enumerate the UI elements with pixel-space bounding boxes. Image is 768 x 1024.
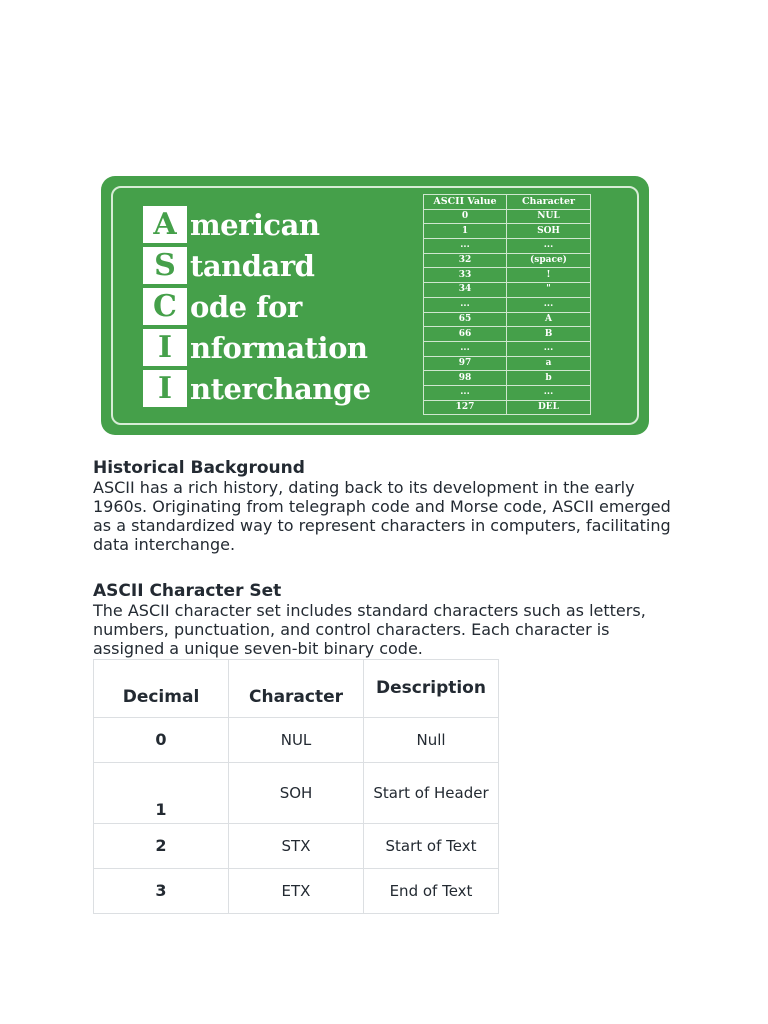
acronym-row bbox=[143, 286, 371, 327]
history-paragraph: ASCII has a rich history, dating back to its development in the early 1960s. Originating from telegraph code and Morse code, ASCII emerged as a standardized way to represent characters in computers, facilitating data interchange. bbox=[93, 478, 671, 554]
banner-table-row bbox=[424, 209, 591, 224]
banner-cell-value: 34 bbox=[424, 283, 507, 298]
header-decimal: Decimal bbox=[94, 660, 229, 718]
banner-cell-value: ... bbox=[424, 297, 507, 312]
banner-cell-character: ! bbox=[507, 268, 591, 283]
acronym-word: nformation bbox=[190, 330, 368, 365]
banner-cell-character: ... bbox=[507, 297, 591, 312]
banner-cell-value: ... bbox=[424, 341, 507, 356]
cell-character: NUL bbox=[229, 718, 364, 763]
table-row bbox=[94, 824, 499, 869]
header-description: Description bbox=[364, 660, 499, 718]
acronym-word: nterchange bbox=[190, 371, 371, 406]
banner-cell-character: B bbox=[507, 327, 591, 342]
banner-cell-character: NUL bbox=[507, 209, 591, 224]
cell-decimal: 2 bbox=[94, 824, 229, 869]
banner-table-row bbox=[424, 400, 591, 415]
banner-cell-character: a bbox=[507, 356, 591, 371]
banner-cell-value: 33 bbox=[424, 268, 507, 283]
banner-cell-character: DEL bbox=[507, 400, 591, 415]
acronym-letter: I bbox=[143, 370, 187, 407]
cell-character: STX bbox=[229, 824, 364, 869]
banner-table-row bbox=[424, 356, 591, 371]
banner-cell-value: 0 bbox=[424, 209, 507, 224]
banner-table-row bbox=[424, 283, 591, 298]
ascii-table bbox=[93, 659, 499, 914]
banner-table-row bbox=[424, 253, 591, 268]
banner-cell-character: ... bbox=[507, 385, 591, 400]
banner-cell-value: 98 bbox=[424, 371, 507, 386]
banner-table-row bbox=[424, 268, 591, 283]
ascii-banner-image bbox=[101, 176, 649, 435]
charset-heading: ASCII Character Set bbox=[93, 581, 282, 601]
banner-cell-value: 1 bbox=[424, 224, 507, 239]
acronym-letter: S bbox=[143, 247, 187, 284]
cell-description: Start of Header bbox=[364, 763, 499, 824]
acronym-list bbox=[143, 204, 371, 409]
acronym-row bbox=[143, 245, 371, 286]
cell-description: Start of Text bbox=[364, 824, 499, 869]
cell-description: Null bbox=[364, 718, 499, 763]
banner-table-body bbox=[424, 209, 591, 415]
banner-table-header-row bbox=[424, 195, 591, 210]
banner-cell-character: A bbox=[507, 312, 591, 327]
banner-cell-character: " bbox=[507, 283, 591, 298]
banner-cell-value: 66 bbox=[424, 327, 507, 342]
banner-ascii-table bbox=[423, 194, 591, 415]
banner-cell-value: ... bbox=[424, 385, 507, 400]
banner-table-row bbox=[424, 341, 591, 356]
banner-cell-character: b bbox=[507, 371, 591, 386]
banner-cell-value: 65 bbox=[424, 312, 507, 327]
cell-decimal: 3 bbox=[94, 869, 229, 914]
table-row bbox=[94, 763, 499, 824]
acronym-word: ode for bbox=[190, 289, 302, 324]
cell-decimal: 1 bbox=[94, 763, 229, 824]
acronym-letter: C bbox=[143, 288, 187, 325]
banner-cell-character: (space) bbox=[507, 253, 591, 268]
banner-table-row bbox=[424, 371, 591, 386]
table-row bbox=[94, 869, 499, 914]
banner-table-row bbox=[424, 224, 591, 239]
banner-cell-character: SOH bbox=[507, 224, 591, 239]
acronym-row bbox=[143, 204, 371, 245]
banner-table-row bbox=[424, 312, 591, 327]
history-heading: Historical Background bbox=[93, 458, 305, 478]
banner-cell-value: 32 bbox=[424, 253, 507, 268]
banner-cell-value: ... bbox=[424, 239, 507, 254]
banner-table-row bbox=[424, 385, 591, 400]
table-row bbox=[94, 718, 499, 763]
acronym-letter: A bbox=[143, 206, 187, 243]
banner-cell-value: 97 bbox=[424, 356, 507, 371]
cell-character: ETX bbox=[229, 869, 364, 914]
header-character: Character bbox=[229, 660, 364, 718]
cell-decimal: 0 bbox=[94, 718, 229, 763]
cell-description: End of Text bbox=[364, 869, 499, 914]
banner-table-header: Character bbox=[507, 195, 591, 210]
banner-cell-value: 127 bbox=[424, 400, 507, 415]
charset-section bbox=[93, 581, 683, 658]
banner-table-row bbox=[424, 297, 591, 312]
banner-table-row bbox=[424, 239, 591, 254]
cell-character: SOH bbox=[229, 763, 364, 824]
history-section bbox=[93, 458, 683, 554]
table-header-row bbox=[94, 660, 499, 718]
charset-paragraph: The ASCII character set includes standard characters such as letters, numbers, punctuation, and control characters. Each character is assigned a unique seven-bit binary code. bbox=[93, 601, 646, 658]
acronym-row bbox=[143, 368, 371, 409]
banner-table-header: ASCII Value bbox=[424, 195, 507, 210]
banner-table-row bbox=[424, 327, 591, 342]
acronym-word: merican bbox=[190, 207, 320, 242]
acronym-row bbox=[143, 327, 371, 368]
banner-cell-character: ... bbox=[507, 341, 591, 356]
acronym-word: tandard bbox=[190, 248, 315, 283]
banner-cell-character: ... bbox=[507, 239, 591, 254]
acronym-letter: I bbox=[143, 329, 187, 366]
